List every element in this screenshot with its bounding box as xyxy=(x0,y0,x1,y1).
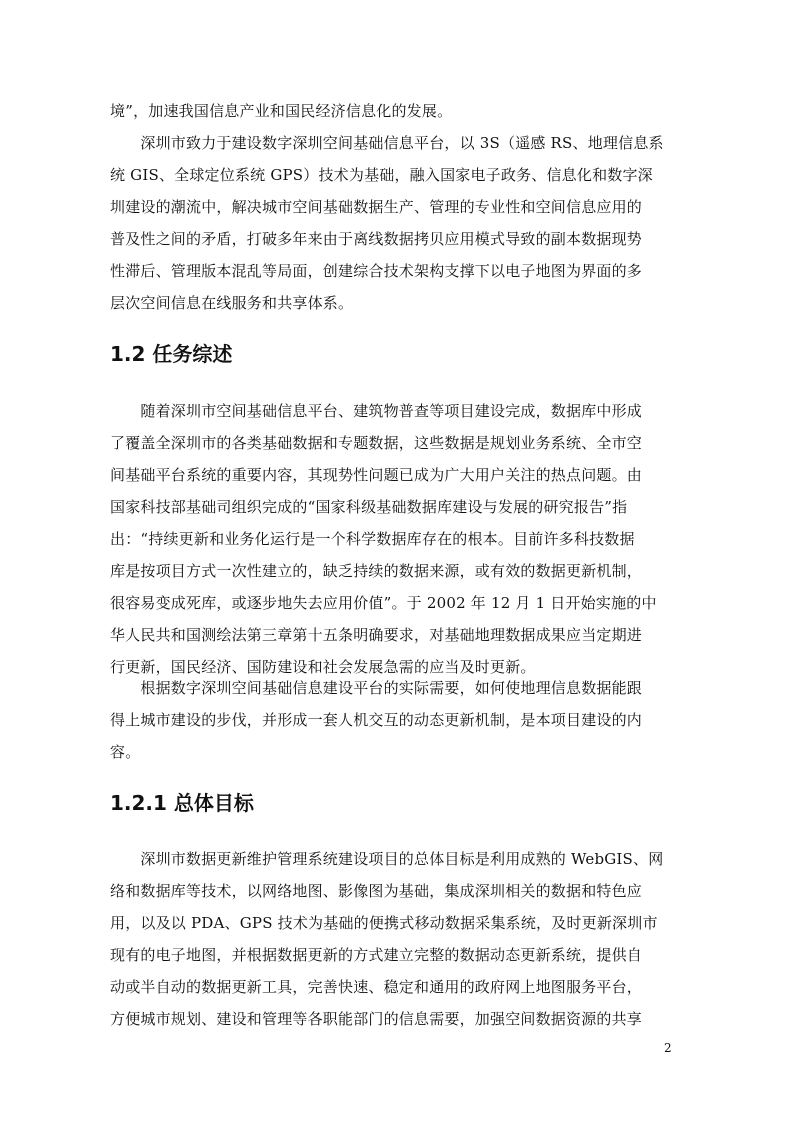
section-heading-1-2: 1.2 任务综述 xyxy=(110,342,233,366)
text-line: 络和数据库等技术，以网络地图、影像图为基础，集成深圳相关的数据和特色应 xyxy=(110,882,643,900)
paragraph-task-overview xyxy=(110,395,678,683)
text-line: 出：“持续更新和业务化运行是一个科学数据库存在的根本。目前许多科技数据 xyxy=(110,530,635,548)
text-line: 普及性之间的矛盾，打破多年来由于离线数据拷贝应用模式导致的副本数据现势 xyxy=(110,230,643,248)
text-line: 动或半自动的数据更新工具，完善快速、稳定和通用的政府网上地图服务平台， xyxy=(110,978,643,996)
text-line: 根据数字深圳空间基础信息建设平台的实际需要，如何使地理信息数据能跟 xyxy=(110,679,643,697)
text-line: 统 GIS、全球定位系统 GPS）技术为基础，融入国家电子政务、信息化和数字深 xyxy=(110,166,653,184)
paragraph-continuation xyxy=(110,95,678,127)
page-number: 2 xyxy=(664,1041,672,1055)
text-line: 国家科技部基础司组织完成的“国家科级基础数据库建设与发展的研究报告”指 xyxy=(110,498,628,516)
text-line: 层次空间信息在线服务和共享体系。 xyxy=(110,294,354,312)
text-line: 随着深圳市空间基础信息平台、建筑物普查等项目建设完成，数据库中形成 xyxy=(110,402,643,420)
text-line: 了覆盖全深圳市的各类基础数据和专题数据，这些数据是规划业务系统、全市空 xyxy=(110,434,643,452)
text-line: 很容易变成死库，或逐步地失去应用价值”。于 2002 年 12 月 1 日开始实施的中 xyxy=(110,594,657,612)
text-line: 用，以及以 PDA、GPS 技术为基础的便携式移动数据采集系统，及时更新深圳市 xyxy=(110,914,658,932)
text-line: 境”，加速我国信息产业和国民经济信息化的发展。 xyxy=(110,102,453,120)
text-line: 容。 xyxy=(110,743,141,761)
text-line: 华人民共和国测绘法第三章第十五条明确要求，对基础地理数据成果应当定期进 xyxy=(110,626,643,644)
text-line: 深圳市致力于建设数字深圳空间基础信息平台，以 3S（遥感 RS、地理信息系 xyxy=(110,134,664,152)
text-line: 间基础平台系统的重要内容，其现势性问题已成为广大用户关注的热点问题。由 xyxy=(110,466,643,484)
paragraph-shenzhen-platform xyxy=(110,127,678,319)
paragraph-overall-goal xyxy=(110,843,678,1035)
text-line: 行更新，国民经济、国防建设和社会发展急需的应当及时更新。 xyxy=(110,658,536,676)
text-line: 性滞后、管理版本混乱等局面，创建综合技术架构支撑下以电子地图为界面的多 xyxy=(110,262,643,280)
section-heading-1-2-1: 1.2.1 总体目标 xyxy=(110,791,254,815)
text-line: 圳建设的潮流中，解决城市空间基础数据生产、管理的专业性和空间信息应用的 xyxy=(110,198,643,216)
text-line: 深圳市数据更新维护管理系统建设项目的总体目标是利用成熟的 WebGIS、网 xyxy=(110,850,664,868)
text-line: 现有的电子地图，并根据数据更新的方式建立完整的数据动态更新系统，提供自 xyxy=(110,946,643,964)
text-line: 库是按项目方式一次性建立的，缺乏持续的数据来源，或有效的数据更新机制， xyxy=(110,562,643,580)
paragraph-project-needs xyxy=(110,672,678,768)
text-line: 方便城市规划、建设和管理等各职能部门的信息需要，加强空间数据资源的共享 xyxy=(110,1010,643,1028)
text-line: 得上城市建设的步伐，并形成一套人机交互的动态更新机制，是本项目建设的内 xyxy=(110,711,643,729)
